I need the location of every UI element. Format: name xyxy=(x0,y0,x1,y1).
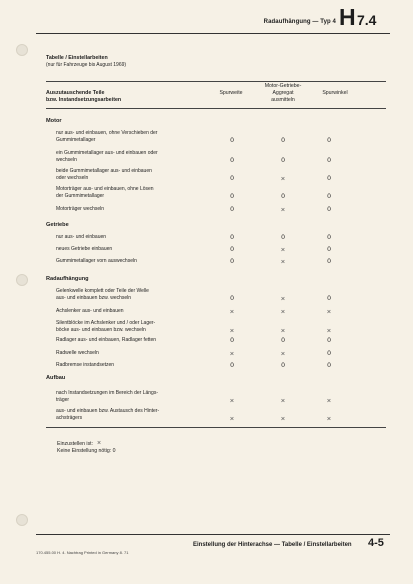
no-adjust-mark: 0 xyxy=(281,193,285,200)
no-adjust-mark: 0 xyxy=(327,362,331,369)
table-row-label: Gummimetallager vorn auswechseln xyxy=(56,258,137,264)
adjust-mark: × xyxy=(229,349,235,358)
section-title: Aufbau xyxy=(46,375,66,381)
no-adjust-mark: 0 xyxy=(281,137,285,144)
section-title: Radaufhängung xyxy=(46,276,89,282)
table-row-label: ein Gummimetallager aus- und einbauen oder wechseln xyxy=(56,150,158,163)
section-title: Motor xyxy=(46,118,62,124)
adjust-mark: × xyxy=(280,396,286,405)
column-header-track: Spurweite xyxy=(219,90,243,96)
no-adjust-mark: 0 xyxy=(327,295,331,302)
table-row-label: aus- und einbauen bzw. Austausch des Hinter- achsträgers xyxy=(56,408,160,421)
footer-divider xyxy=(36,534,390,535)
adjust-mark: × xyxy=(280,245,286,254)
table-header-rule xyxy=(46,108,386,109)
table-row-label: Gelenkwelle komplett oder Teile der Welle aus- und einbauen bzw. wechseln xyxy=(56,288,149,301)
no-adjust-mark: 0 xyxy=(327,193,331,200)
no-adjust-mark: 0 xyxy=(281,157,285,164)
table-row-label: Silentblöcke im Achslenker und / oder Lager- böcke aus- und einbauen bzw. wechseln xyxy=(56,320,156,333)
no-adjust-mark: 0 xyxy=(327,175,331,182)
section-title: Getriebe xyxy=(46,222,69,228)
no-adjust-mark: 0 xyxy=(230,234,234,241)
table-row-label: nur aus- und einbauen, ohne Verschieben der Gummimetallager xyxy=(56,130,158,143)
adjust-mark: × xyxy=(280,349,286,358)
legend xyxy=(57,440,116,455)
no-adjust-mark: 0 xyxy=(230,258,234,265)
table-row-label: neues Getriebe einbauen xyxy=(56,246,113,252)
no-adjust-mark: 0 xyxy=(230,337,234,344)
no-adjust-mark: 0 xyxy=(281,362,285,369)
table-subtitle: (nur für Fahrzeuge bis August 1969) xyxy=(46,62,127,68)
no-adjust-mark: 0 xyxy=(327,234,331,241)
header-title: Radaufhängung — Typ 4 xyxy=(263,19,336,25)
table-row-label: Radwelle wechseln xyxy=(56,350,99,356)
header-divider xyxy=(36,33,390,34)
adjust-mark: × xyxy=(229,307,235,316)
table-title: Tabelle / Einstellarbeiten xyxy=(46,55,108,61)
adjust-mark: × xyxy=(280,294,286,303)
no-adjust-mark: 0 xyxy=(281,234,285,241)
no-adjust-mark: 0 xyxy=(230,137,234,144)
no-adjust-mark: 0 xyxy=(230,193,234,200)
no-adjust-mark: 0 xyxy=(327,206,331,213)
table-top-rule xyxy=(46,81,386,82)
no-adjust-mark: 0 xyxy=(327,337,331,344)
punch-hole xyxy=(16,274,28,286)
table-row-label: nur aus- und einbauen xyxy=(56,234,107,240)
punch-hole xyxy=(16,44,28,56)
adjust-mark: × xyxy=(280,414,286,423)
adjust-mark: × xyxy=(326,414,332,423)
table-row-label: nach Instandsetzungen im Bereich der Längs- träger xyxy=(56,390,159,403)
no-adjust-mark: 0 xyxy=(230,246,234,253)
table-row-label: Radbremse instandsetzen xyxy=(56,362,115,368)
no-adjust-mark: 0 xyxy=(327,350,331,357)
legend-adjust: Einzustellen ist: × xyxy=(57,440,102,447)
adjust-mark: × xyxy=(280,257,286,266)
no-adjust-mark: 0 xyxy=(230,362,234,369)
no-adjust-mark: 0 xyxy=(327,137,331,144)
table-row-label: beide Gummimetallager aus- und einbauen oder wechseln xyxy=(56,168,152,181)
adjust-mark: × xyxy=(280,174,286,183)
no-adjust-mark: 0 xyxy=(281,337,285,344)
table-row-label: Motorträger aus- und einbauen, ohne Lösen der Gummimetallager xyxy=(56,186,154,199)
no-adjust-mark: 0 xyxy=(230,206,234,213)
adjust-mark: × xyxy=(326,396,332,405)
no-adjust-mark: 0 xyxy=(230,157,234,164)
no-adjust-mark: 0 xyxy=(327,258,331,265)
table-row-label: Radlager aus- und einbauen, Radlager fetten xyxy=(56,337,157,343)
no-adjust-mark: 0 xyxy=(327,157,331,164)
header-section-number: 7.4 xyxy=(357,12,377,28)
page-number: 4-5 xyxy=(368,537,384,549)
no-adjust-mark: 0 xyxy=(230,295,234,302)
table-row-label: Achslenker aus- und einbauen xyxy=(56,308,124,314)
legend-no-adjust: Keine Einstellung nötig: 0 xyxy=(57,448,116,454)
no-adjust-mark: 0 xyxy=(327,246,331,253)
footer-title: Einstellung der Hinterachse — Tabelle / Einstellarbeiten xyxy=(193,542,352,548)
no-adjust-mark: 0 xyxy=(230,175,234,182)
header-section-letter: H xyxy=(339,4,356,30)
table-row-label: Motorträger wechseln xyxy=(56,206,105,212)
table-bottom-rule xyxy=(46,427,386,428)
adjust-mark: × xyxy=(326,326,332,335)
print-info: 170.455.00 H. 4. Nachtrag Printed in Germany 8. 71 xyxy=(36,550,129,555)
adjust-mark: × xyxy=(229,326,235,335)
column-header-engine-alignment: Motor-Getriebe- Aggregat ausmitteln xyxy=(264,83,302,103)
column-header-toe: Spurwinkel xyxy=(322,90,348,96)
adjust-mark: × xyxy=(280,205,286,214)
punch-hole xyxy=(16,514,28,526)
adjust-mark: × xyxy=(280,326,286,335)
adjust-mark: × xyxy=(280,307,286,316)
adjust-mark: × xyxy=(229,396,235,405)
adjust-mark: × xyxy=(229,414,235,423)
column-header-parts: Auszutauschende Teile bzw. Instandsetzungsarbeiten xyxy=(46,90,122,103)
adjust-mark: × xyxy=(326,307,332,316)
